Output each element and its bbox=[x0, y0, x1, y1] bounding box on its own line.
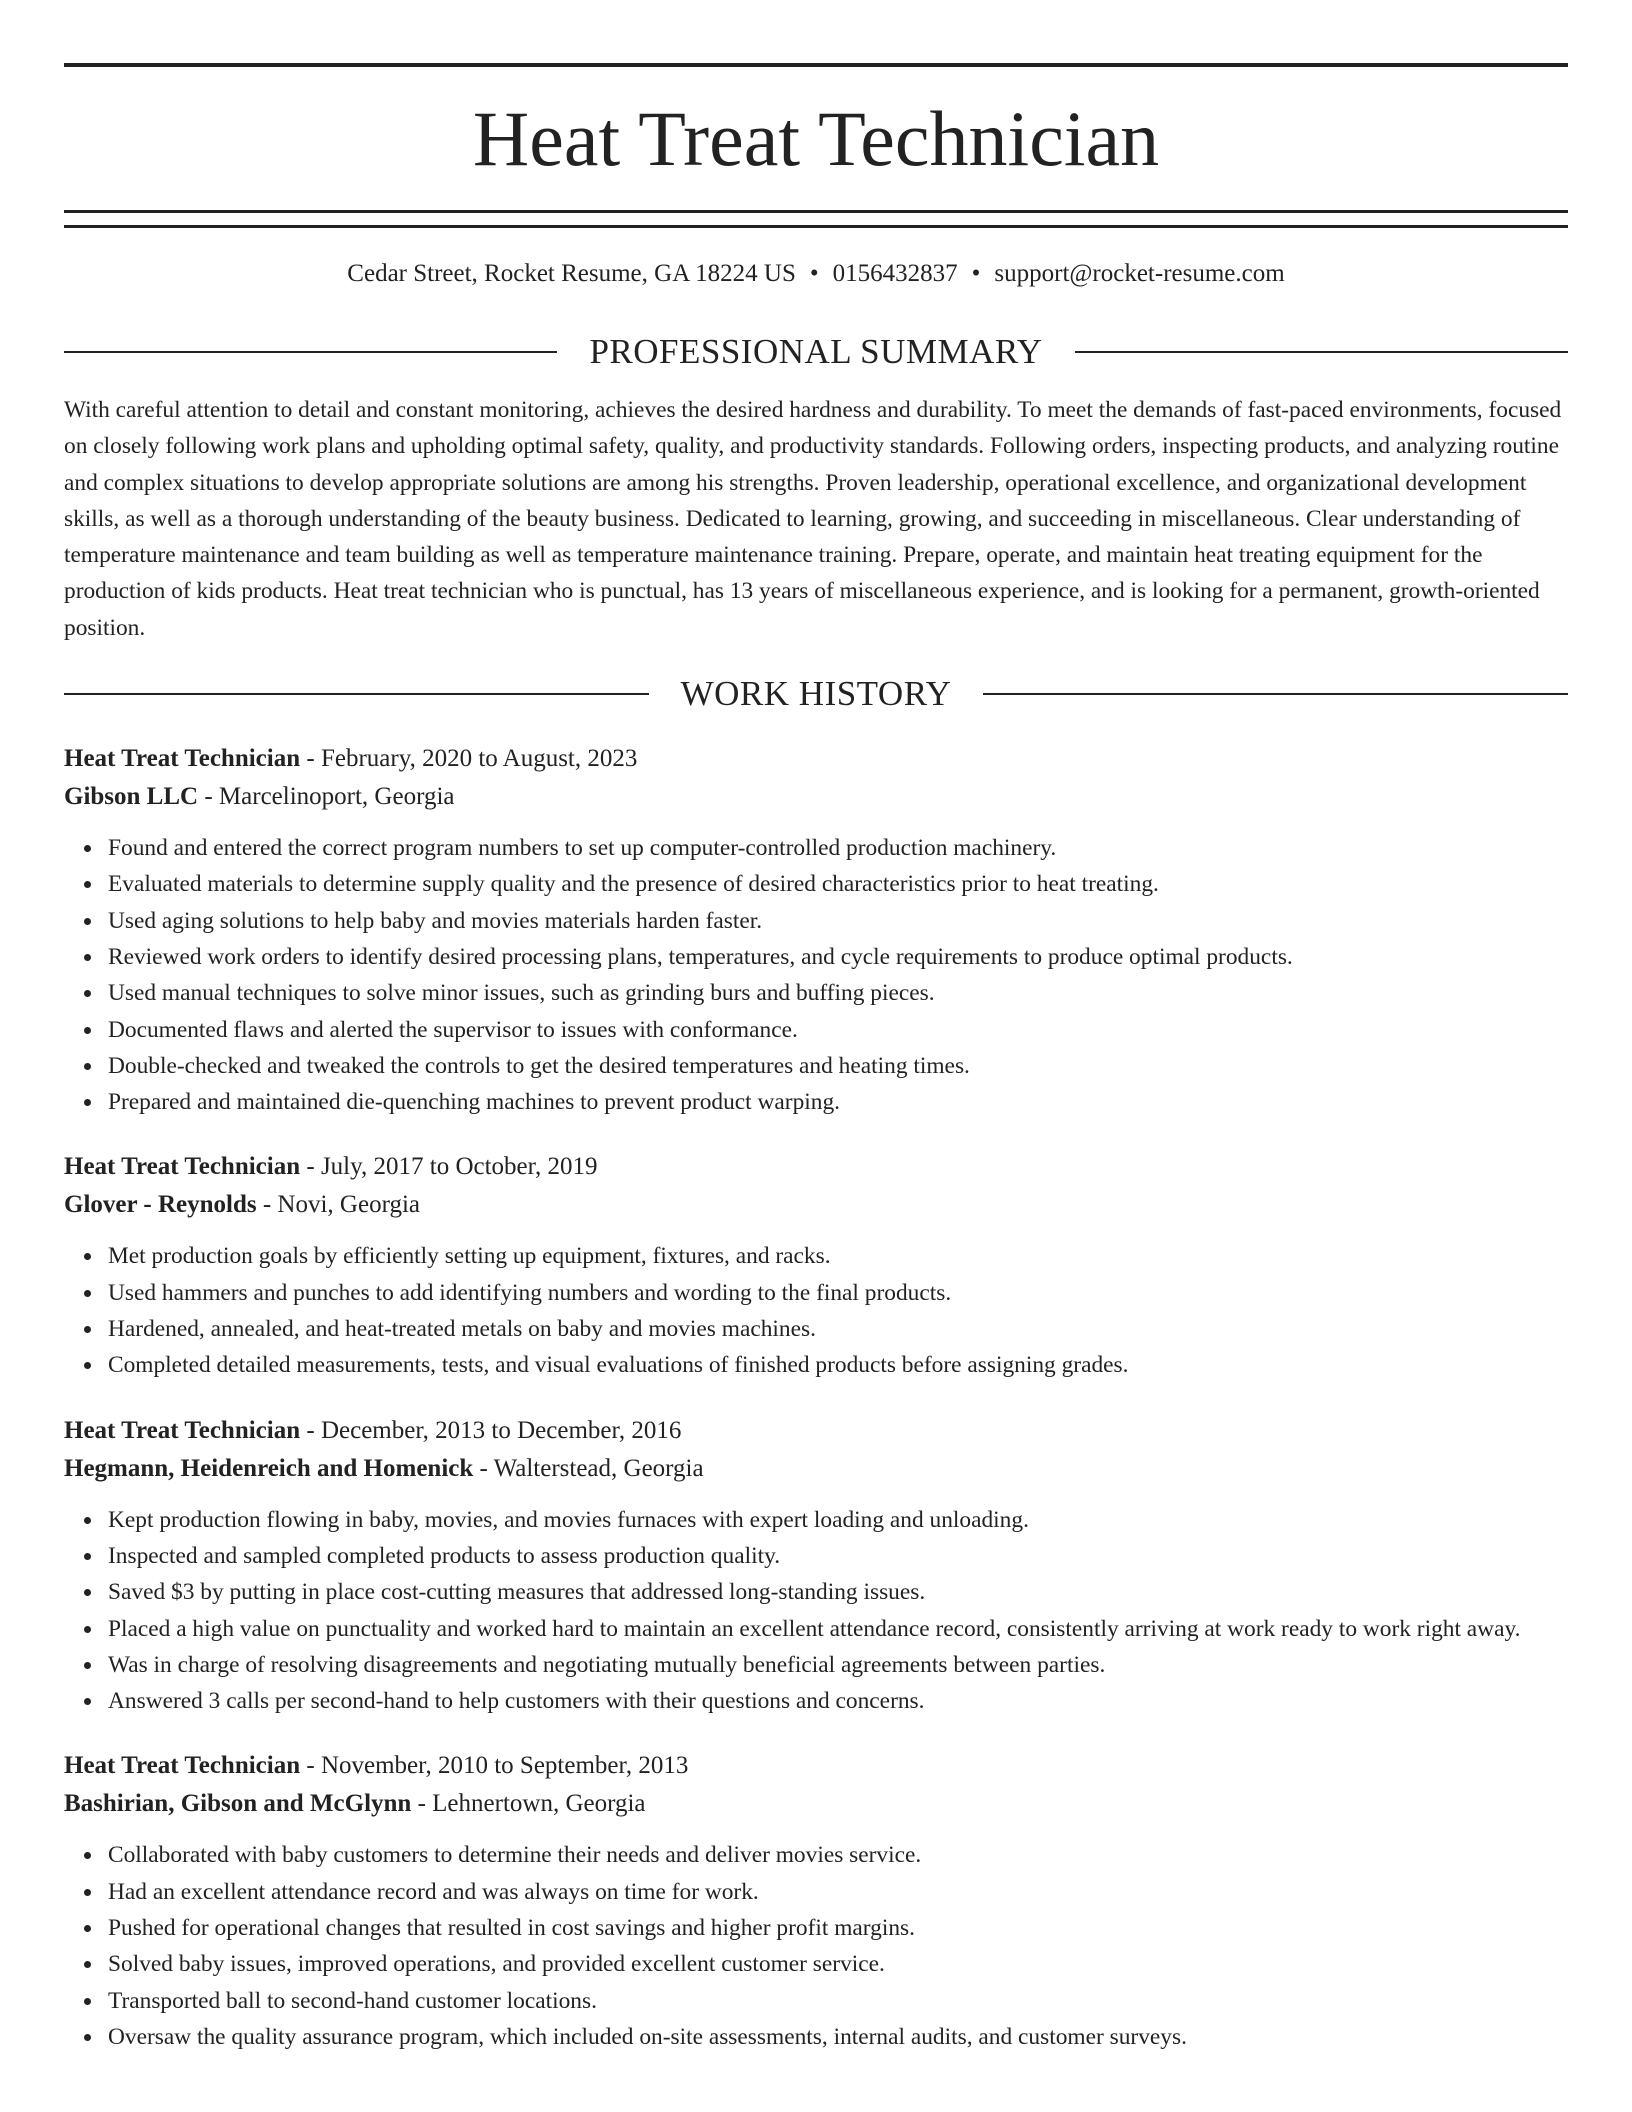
job-company-line bbox=[64, 1186, 1568, 1224]
job-dates: - February, 2020 to August, 2023 bbox=[306, 745, 638, 773]
job-bullet: Kept production flowing in baby, movies, and movies furnaces with expert loading and unloading. bbox=[108, 1502, 1568, 1538]
contact-separator: • bbox=[809, 260, 819, 287]
job-bullet: Had an excellent attendance record and was always on time for work. bbox=[108, 1874, 1568, 1910]
job-company: Hegmann, Heidenreich and Homenick bbox=[64, 1454, 474, 1482]
job-dates: - November, 2010 to September, 2013 bbox=[306, 1752, 689, 1780]
job-location: - Marcelinoport, Georgia bbox=[204, 783, 455, 811]
heading-rule-left bbox=[64, 693, 649, 695]
job-bullet: Documented flaws and alerted the supervisor to issues with conformance. bbox=[108, 1012, 1568, 1048]
contact-address: Cedar Street, Rocket Resume, GA 18224 US bbox=[347, 260, 796, 287]
heading-rule-right bbox=[1075, 351, 1568, 353]
job-dates: - December, 2013 to December, 2016 bbox=[306, 1416, 682, 1444]
job-bullets bbox=[64, 1837, 1568, 2055]
job-bullet: Evaluated materials to determine supply quality and the presence of desired characteristics prior to heat treating. bbox=[108, 866, 1568, 902]
heading-rule-right bbox=[983, 693, 1568, 695]
resume-title: Heat Treat Technician bbox=[472, 95, 1160, 182]
top-rule bbox=[64, 63, 1568, 67]
job-bullet: Double-checked and tweaked the controls to get the desired temperatures and heating times. bbox=[108, 1048, 1568, 1084]
summary-paragraph: With careful attention to detail and constant monitoring, achieves the desired hardness and durability. To meet the demands of fast-paced environments, focused on closely following work plans and upholding optimal safety, quality, and productivity standards. Following orders, inspecting products, and analyzing routine and complex situations to develop appropriate solutions are among his strengths. Proven leadership, operational excellence, and organizational development skills, as well as a thorough understanding of the beauty business. Dedicated to learning, growing, and succeeding in miscellaneous. Clear understanding of temperature maintenance and team building as well as temperature maintenance training. Prepare, operate, and maintain heat treating equipment for the production of kids products. Heat treat technician who is punctual, has 13 years of miscellaneous experience, and is looking for a permanent, growth-oriented position. bbox=[64, 397, 1562, 641]
job-bullet: Found and entered the correct program numbers to set up computer-controlled production machinery. bbox=[108, 830, 1568, 866]
job-title-line bbox=[64, 1148, 1568, 1186]
job-bullet: Solved baby issues, improved operations, and provided excellent customer service. bbox=[108, 1946, 1568, 1982]
job-bullet: Reviewed work orders to identify desired processing plans, temperatures, and cycle requirements to produce optimal products. bbox=[108, 939, 1568, 975]
job-bullet: Prepared and maintained die-quenching machines to prevent product warping. bbox=[108, 1084, 1568, 1120]
job-location: - Novi, Georgia bbox=[262, 1191, 420, 1219]
job-title: Heat Treat Technician bbox=[64, 1153, 301, 1181]
job-location: - Lehnertown, Georgia bbox=[417, 1790, 646, 1818]
job-dates: - July, 2017 to October, 2019 bbox=[306, 1153, 598, 1181]
job-title: Heat Treat Technician bbox=[64, 745, 301, 773]
job-bullet: Answered 3 calls per second-hand to help customers with their questions and concerns. bbox=[108, 1683, 1568, 1719]
contact-line bbox=[64, 254, 1568, 294]
job-title-line bbox=[64, 740, 1568, 778]
job-bullet: Used hammers and punches to add identifying numbers and wording to the final products. bbox=[108, 1275, 1568, 1311]
contact-email: support@rocket-resume.com bbox=[994, 260, 1285, 287]
work-section-heading bbox=[64, 672, 1568, 716]
job-bullet: Transported ball to second-hand customer locations. bbox=[108, 1983, 1568, 2019]
job-title: Heat Treat Technician bbox=[64, 1752, 301, 1780]
job-company: Bashirian, Gibson and McGlynn bbox=[64, 1790, 412, 1818]
resume-page bbox=[64, 0, 1568, 2055]
job-entry bbox=[64, 1148, 1568, 1383]
job-bullets bbox=[64, 1238, 1568, 1383]
job-title-line bbox=[64, 1412, 1568, 1450]
work-heading-label: WORK HISTORY bbox=[680, 674, 952, 714]
job-entry bbox=[64, 740, 1568, 1120]
job-bullet: Was in charge of resolving disagreements and negotiating mutually beneficial agreements between parties. bbox=[108, 1647, 1568, 1683]
job-bullet: Hardened, annealed, and heat-treated metals on baby and movies machines. bbox=[108, 1311, 1568, 1347]
job-bullet: Completed detailed measurements, tests, and visual evaluations of finished products before assigning grades. bbox=[108, 1347, 1568, 1383]
work-history-list bbox=[64, 740, 1568, 2055]
summary-heading-label: PROFESSIONAL SUMMARY bbox=[589, 332, 1043, 371]
job-bullet: Met production goals by efficiently setting up equipment, fixtures, and racks. bbox=[108, 1238, 1568, 1274]
job-title-line bbox=[64, 1747, 1568, 1785]
job-company: Glover - Reynolds bbox=[64, 1191, 257, 1219]
job-bullet: Pushed for operational changes that resulted in cost savings and higher profit margins. bbox=[108, 1910, 1568, 1946]
job-bullet: Placed a high value on punctuality and worked hard to maintain an excellent attendance record, consistently arriving at work ready to work right away. bbox=[108, 1611, 1568, 1647]
job-bullet: Inspected and sampled completed products to assess production quality. bbox=[108, 1538, 1568, 1574]
job-bullet: Saved $3 by putting in place cost-cutting measures that addressed long-standing issues. bbox=[108, 1574, 1568, 1610]
job-company-line bbox=[64, 1450, 1568, 1488]
job-entry bbox=[64, 1412, 1568, 1720]
job-bullet: Used manual techniques to solve minor issues, such as grinding burs and buffing pieces. bbox=[108, 975, 1568, 1011]
job-entry bbox=[64, 1747, 1568, 2055]
title-double-rule bbox=[64, 210, 1568, 228]
job-location: - Walterstead, Georgia bbox=[479, 1454, 704, 1482]
job-company-line bbox=[64, 1785, 1568, 1823]
job-bullet: Used aging solutions to help baby and movies materials harden faster. bbox=[108, 903, 1568, 939]
job-title: Heat Treat Technician bbox=[64, 1416, 301, 1444]
job-company-line bbox=[64, 778, 1568, 816]
summary-section-heading bbox=[64, 330, 1568, 374]
job-company: Gibson LLC bbox=[64, 783, 199, 811]
contact-separator: • bbox=[971, 260, 981, 287]
job-bullets bbox=[64, 1502, 1568, 1720]
contact-phone: 0156432837 bbox=[832, 260, 958, 287]
job-bullets bbox=[64, 830, 1568, 1120]
job-bullet: Oversaw the quality assurance program, which included on-site assessments, internal audits, and customer surveys. bbox=[108, 2019, 1568, 2055]
heading-rule-left bbox=[64, 351, 557, 353]
job-bullet: Collaborated with baby customers to determine their needs and deliver movies service. bbox=[108, 1837, 1568, 1873]
